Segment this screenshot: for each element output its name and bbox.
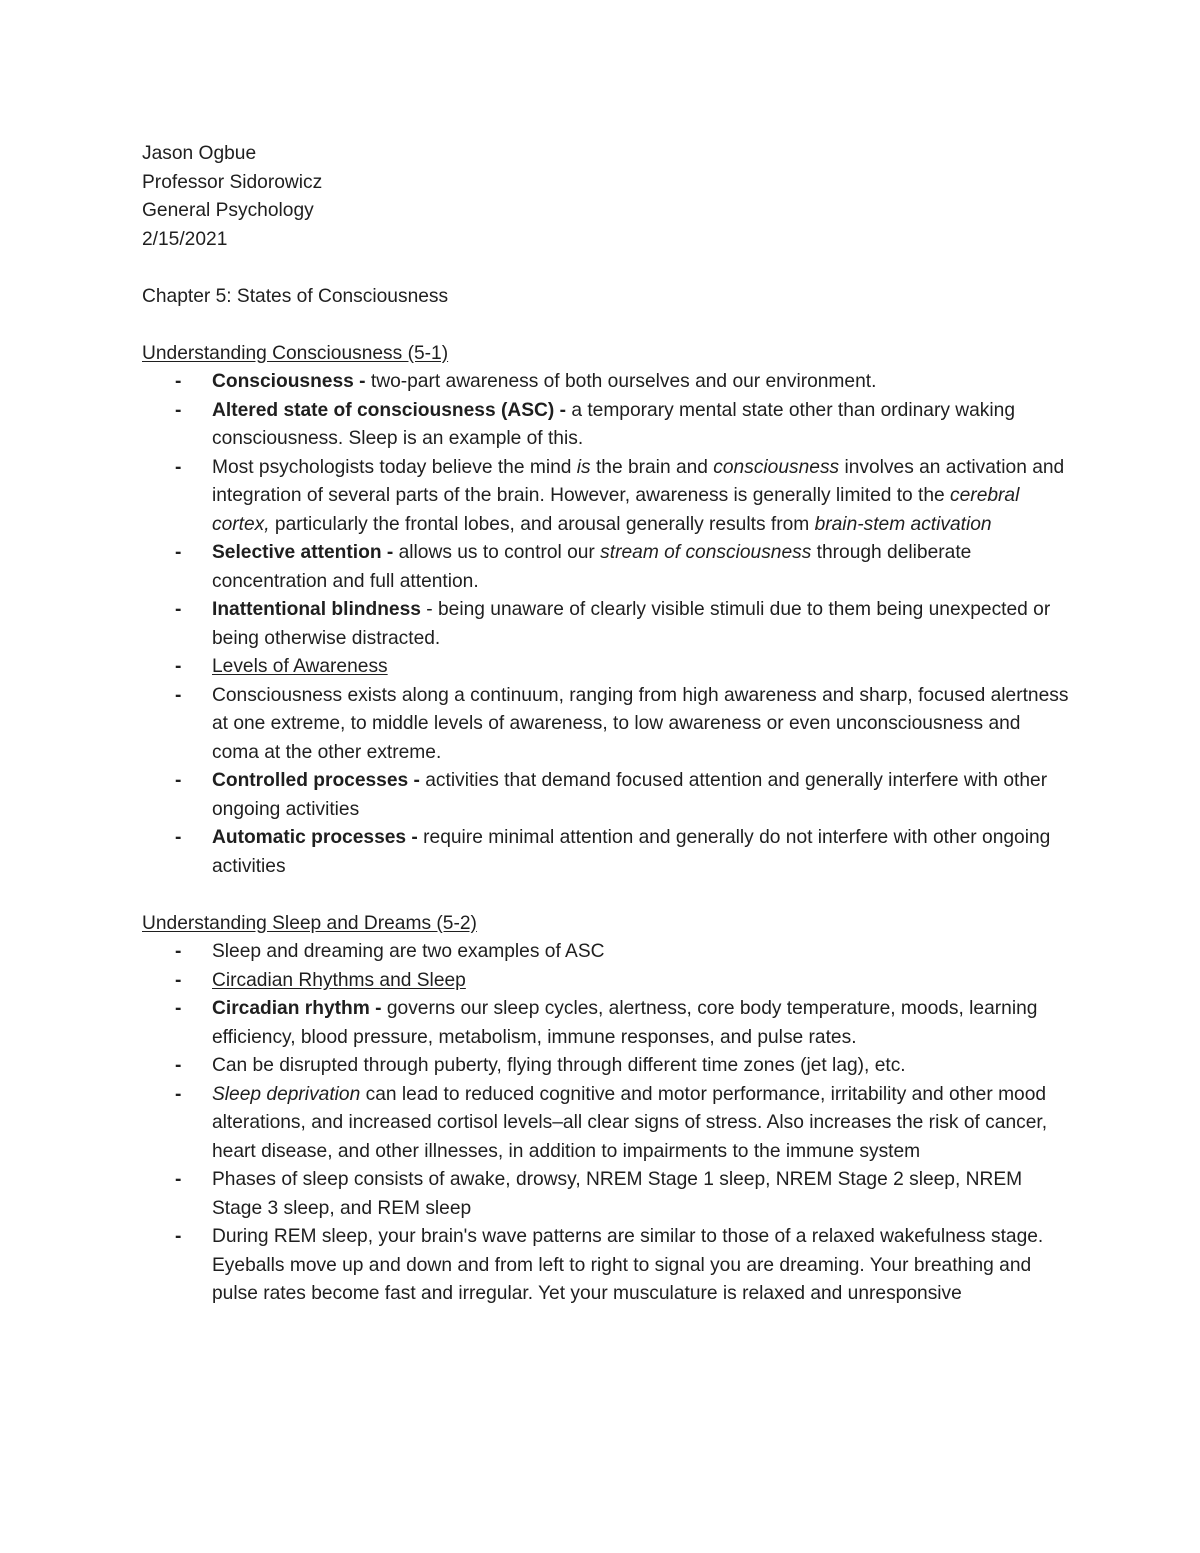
bullet-item [142,767,1072,824]
bullet-item [142,539,1072,596]
text-run: Phases of sleep consists of awake, drowsy, NREM Stage 1 sleep, NREM Stage 2 sleep, NREM Stage 3 sleep, and REM sleep [212,1169,1023,1219]
bullet-text [212,941,605,962]
section-heading: Understanding Consciousness (5-1) [142,342,449,364]
bullet-marker: - [175,371,182,392]
term-italic: consciousness [713,456,840,478]
bullet-list [142,938,1072,1309]
term-bold: Consciousness - [212,371,371,392]
bullet-text [212,827,1050,877]
text-run: governs our sleep cycles, alertness, core body temperature, moods, learning efficiency, blood pressure, metabolism, immune responses, and pulse rates. [212,998,1038,1048]
bullet-item [142,1081,1072,1167]
text-run: a temporary mental state other than ordinary waking consciousness. Sleep is an example of this. [212,399,1015,449]
term-bold: Automatic processes - [212,827,424,848]
bullet-text [212,1226,1043,1304]
bullet-list [142,368,1072,881]
bullet-item [142,596,1072,653]
spacer [142,311,1072,340]
bullet-item [142,653,1072,682]
term-bold: Selective attention - [212,542,399,563]
bullet-text [212,770,1047,820]
bullet-item [142,1052,1072,1081]
term-italic: brain-stem activation [814,513,992,535]
section-consciousness [142,340,1072,882]
bullet-marker: - [175,770,182,791]
bullet-text [212,998,1037,1048]
text-run: can lead to reduced cognitive and motor performance, irritability and other mood alterations, and increased cortisol levels–all clear signs of stress. Also increases the risk of cancer, heart disease, and other illnesses, in addition to impairments to the immune system [212,1083,1048,1162]
section-sleep-dreams [142,910,1072,1309]
bullet-marker: - [175,656,182,677]
bullet-item [142,1166,1072,1223]
bullet-marker: - [175,599,182,620]
bullet-marker: - [175,684,182,706]
bullet-item [142,682,1072,768]
text-run: Sleep and dreaming are two examples of ASC [212,941,605,962]
bullet-marker: - [175,399,182,421]
bullet-text [212,542,971,592]
bullet-text [212,400,1015,450]
text-run: allows us to control our [398,542,601,563]
bullet-marker: - [175,1055,182,1076]
bullet-marker: - [175,1083,182,1105]
bullet-marker: - [175,827,182,848]
bullet-text [212,685,1068,763]
text-run: - being unaware of clearly visible stimuli due to them being unexpected or being otherwise distracted. [212,599,1051,649]
bullet-text [212,599,1050,649]
course-name: General Psychology [142,200,314,221]
bullet-item [142,995,1072,1052]
section-heading: Understanding Sleep and Dreams (5-2) [142,912,477,934]
bullet-item [142,967,1072,996]
term-bold: Altered state of consciousness (ASC) - [212,399,572,421]
bullet-text [212,1055,906,1076]
subheading-text: Circadian Rhythms and Sleep [212,969,466,991]
bullet-marker: - [175,969,182,991]
spacer [142,881,1072,910]
text-run: Most psychologists today believe the mind [212,456,577,478]
subheading-text: Levels of Awareness [212,656,388,677]
text-run: two-part awareness of both ourselves and our environment. [370,371,877,392]
bullet-text [212,1169,1022,1219]
term-italic: cerebral cortex, [212,485,1020,535]
bullet-marker: - [175,998,182,1019]
text-run: During REM sleep, your brain's wave patterns are similar to those of a relaxed wakefulness stage. Eyeballs move up and down and from left to right to signal you are dreaming. Your breathing and pulse rates become fast and irregular. Yet your musculature is relaxed and unresponsive [212,1226,1044,1304]
document-date: 2/15/2021 [142,228,228,250]
text-run: Consciousness exists along a continuum, ranging from high awareness and sharp, focused alertness at one extreme, to middle levels of awareness, to low awareness or even unconsciousness and coma at the other extreme. [212,684,1069,763]
bullet-text [212,656,388,677]
text-run: through deliberate concentration and full attention. [212,542,972,592]
bullet-text [212,1084,1047,1162]
bullet-marker: - [175,1226,182,1247]
term-italic: stream of consciousness [600,542,812,563]
term-bold: Controlled processes - [212,770,426,791]
spacer [142,254,1072,283]
bullet-item [142,454,1072,540]
bullet-marker: - [175,1169,182,1190]
term-bold: Inattentional blindness [212,599,421,620]
bullet-text [212,371,876,392]
bullet-item [142,1223,1072,1309]
chapter-title: Chapter 5: States of Consciousness [142,285,449,307]
text-run: require minimal attention and generally do not interfere with other ongoing activities [212,827,1051,877]
author-name: Jason Ogbue [142,143,257,164]
text-run: particularly the frontal lobes, and arousal generally results from [269,513,815,535]
document-body [142,140,1072,1309]
bullet-text [212,970,466,991]
bullet-marker: - [175,542,182,563]
bullet-text [212,457,1064,535]
text-run: involves an activation and integration of several parts of the brain. However, awareness is generally limited to the [212,456,1065,506]
term-italic: Sleep deprivation [212,1083,361,1105]
term-bold: Circadian rhythm - [212,998,387,1019]
text-run: Can be disrupted through puberty, flying through different time zones (jet lag), etc. [212,1055,906,1076]
bullet-marker: - [175,456,182,478]
text-run: activities that demand focused attention and generally interfere with other ongoing activities [212,770,1048,820]
bullet-item [142,824,1072,881]
text-run: the brain and [590,456,714,478]
term-italic: is [576,456,591,478]
bullet-item [142,938,1072,967]
bullet-item [142,397,1072,454]
professor-name: Professor Sidorowicz [142,171,323,193]
bullet-marker: - [175,941,182,962]
bullet-item [142,368,1072,397]
